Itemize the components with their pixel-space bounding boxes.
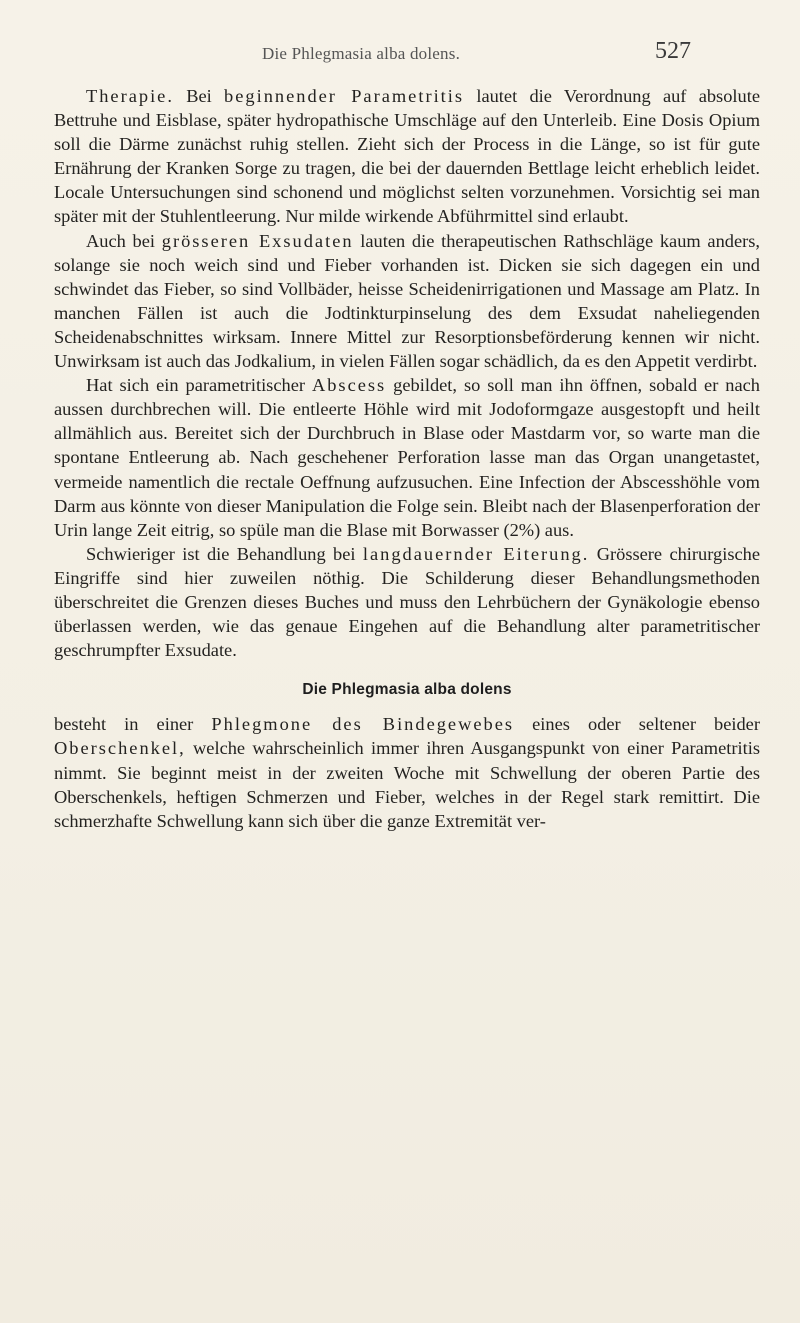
spaced-term: Oberschenkel, [54,738,186,759]
spaced-term: Abscess [311,375,387,396]
running-title: Die Phlegmasia alba dolens. [262,44,461,63]
running-head [0,38,800,68]
text-run: Hat sich ein parametritischer [86,375,312,396]
text-run: eines oder seltener beider [514,714,760,735]
text-run: Grössere chirurgische Eingriffe sind hier zuweilen nöthig. Die Schilderung dieser Behandlungsmethoden überschreitet die Grenzen dieses Buches und muss den Lehrbüchern der Gynäkologie ebenso überlassen werden, wie das genaue Eingehen auf die Behandlung alter parametritischer geschrumpfter Exsudate. [54,543,761,661]
text-run: gebildet, so soll man ihn öffnen, sobald er nach aussen durchbrechen will. Die entleerte Höhle wird mit Jodoformgaze ausgestopft und heilt allmählich aus. Bereitet sich der Durchbruch in Blase oder Mastdarm vor, so warte man die spontane Entleerung ab. Nach geschehener Perforation lasse man das Organ unangetastet, vermeide namentlich die rectale Oeffnung aufzusuchen. Eine Infection der Abscesshöhle vom Darm aus könnte von dieser Manipulation die Folge sein. Bleibt nach der Blasenperforation der Urin lange Zeit eitrig, so spüle man die Blase mit Borwasser (2%) aus. [54,375,760,540]
text-run: lautet die Verordnung auf absolute Bettruhe und Eisblase, später hydropathische Umschläge auf den Unterleib. Eine Dosis Opium soll die Därme zunächst ruhig stellen. Zieht sich der Process in die Länge, so ist für gute Ernährung der Kranken Sorge zu tragen, die bei der dauernden Bettlage leicht erheblich leidet. Locale Untersuchungen sind schonend und möglichst selten vorzunehmen. Vorsichtig sei man später mit der Stuhlentleerung. Nur milde wirkende Abführmittel sind erlaubt. [54,86,760,227]
paragraph-exsudaten [54,229,760,374]
paragraph-phlegmasia [54,712,760,832]
spaced-term: Phlegmone des Bindegewebes [211,714,515,735]
paragraph-therapie [54,84,760,229]
text-run: lauten die therapeutischen Rathschläge kaum anders, solange sie noch weich sind und Fieber vorhanden ist. Dicken sie sich dagegen ein und schwindet das Fieber, so sind Vollbäder, heisse Scheidenirrigationen und Massage am Platz. In manchen Fällen ist auch die Jodtinkturpinselung des dem Exsudat naheliegenden Scheidenabschnittes wirksam. Innere Mittel zur Resorptionsbeförderung kennen wir nicht. Unwirksam ist auch das Jodkalium, in vielen Fällen sogar schädlich, da es den Appetit verdirbt. [54,230,761,372]
text-run: Schwieriger ist die Behandlung bei [86,543,363,564]
text-run: besteht in einer [54,714,212,735]
text-run: Bei [173,86,225,106]
paragraph-abscess [54,373,760,542]
spaced-term: grösseren Exsudaten [161,230,354,251]
text-run: welche wahrscheinlich immer ihren Ausgangspunkt von einer Parametritis nimmt. Sie beginnt meist in der zweiten Woche mit Schwellung der oberen Partie des Oberschenkels, heftigen Schmerzen und Fieber, welches in der Regel stark remittirt. Die schmerzhafte Schwellung kann sich über die ganze Extremität ver- [54,738,760,831]
paragraph-eiterung [54,542,760,662]
body-text [54,84,760,833]
page-number: 527 [655,38,691,64]
spaced-term: beginnender Parametritis [224,86,465,106]
text-run: Auch bei [86,230,162,251]
spaced-term: Therapie. [86,86,174,106]
section-heading: Die Phlegmasia alba dolens [302,681,512,699]
spaced-term: langdauernder Eiterung. [362,543,590,564]
